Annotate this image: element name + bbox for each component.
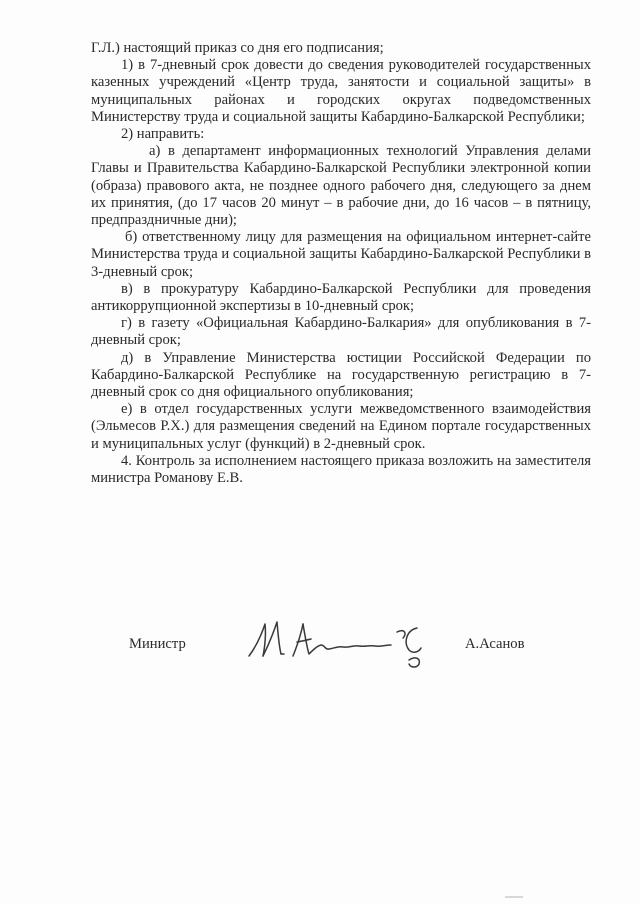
paragraph-item-4: 4. Контроль за исполнением настоящего приказа возложить на заместителя министра Романову Е.В. — [91, 452, 591, 487]
document-body — [91, 40, 591, 487]
paragraph-item-2a: а) в департамент информационных технологий Управления делами Главы и Правительства Кабардино-Балкарской Республики электронной копии (образа) правового акта, не позднее одного рабочего дня, следующего за днем их принятия, (до 17 часов 20 минут – в рабочие дни, до 16 часов – в пятницу, предпраздничные дни); — [91, 143, 591, 229]
paragraph-item-2b: б) ответственному лицу для размещения на официальном интернет-сайте Министерства труда и социальной защиты Кабардино-Балкарской Республики в 3-дневный срок; — [91, 229, 591, 280]
signature-block — [0, 612, 640, 672]
handwritten-signature — [235, 612, 435, 672]
paragraph-item-1: 1) в 7-дневный срок довести до сведения руководителей государственных казенных учреждений «Центр труда, занятости и социальной защиты» в муниципальных районах и городских округах подведомственных Министерству труда и социальной защиты Кабардино-Балкарской Республики; — [91, 57, 591, 125]
signatory-name: А.Асанов — [465, 636, 525, 652]
scan-artifact — [505, 896, 523, 898]
signatory-title: Министр — [129, 636, 186, 652]
paragraph-item-2e: е) в отдел государственных услуги межведомственного взаимодействия (Эльмесов Р.Х.) для размещения сведений на Едином портале государственных и муниципальных услуг (функций) в 2-дневный срок. — [91, 401, 591, 452]
paragraph-item-2d: д) в Управление Министерства юстиции Российской Федерации по Кабардино-Балкарской Республике на государственную регистрацию в 7-дневный срок со дня официального опубликования; — [91, 349, 591, 401]
paragraph-item-2v: в) в прокуратуру Кабардино-Балкарской Республики для проведения антикоррупционной экспертизы в 10-дневный срок; — [91, 280, 591, 315]
paragraph-item-2g: г) в газету «Официальная Кабардино-Балкария» для опубликования в 7-дневный срок; — [91, 315, 591, 349]
paragraph-intro: Г.Л.) настоящий приказ со дня его подписания; — [91, 40, 384, 56]
paragraph-item-2: 2) направить: — [121, 126, 205, 143]
